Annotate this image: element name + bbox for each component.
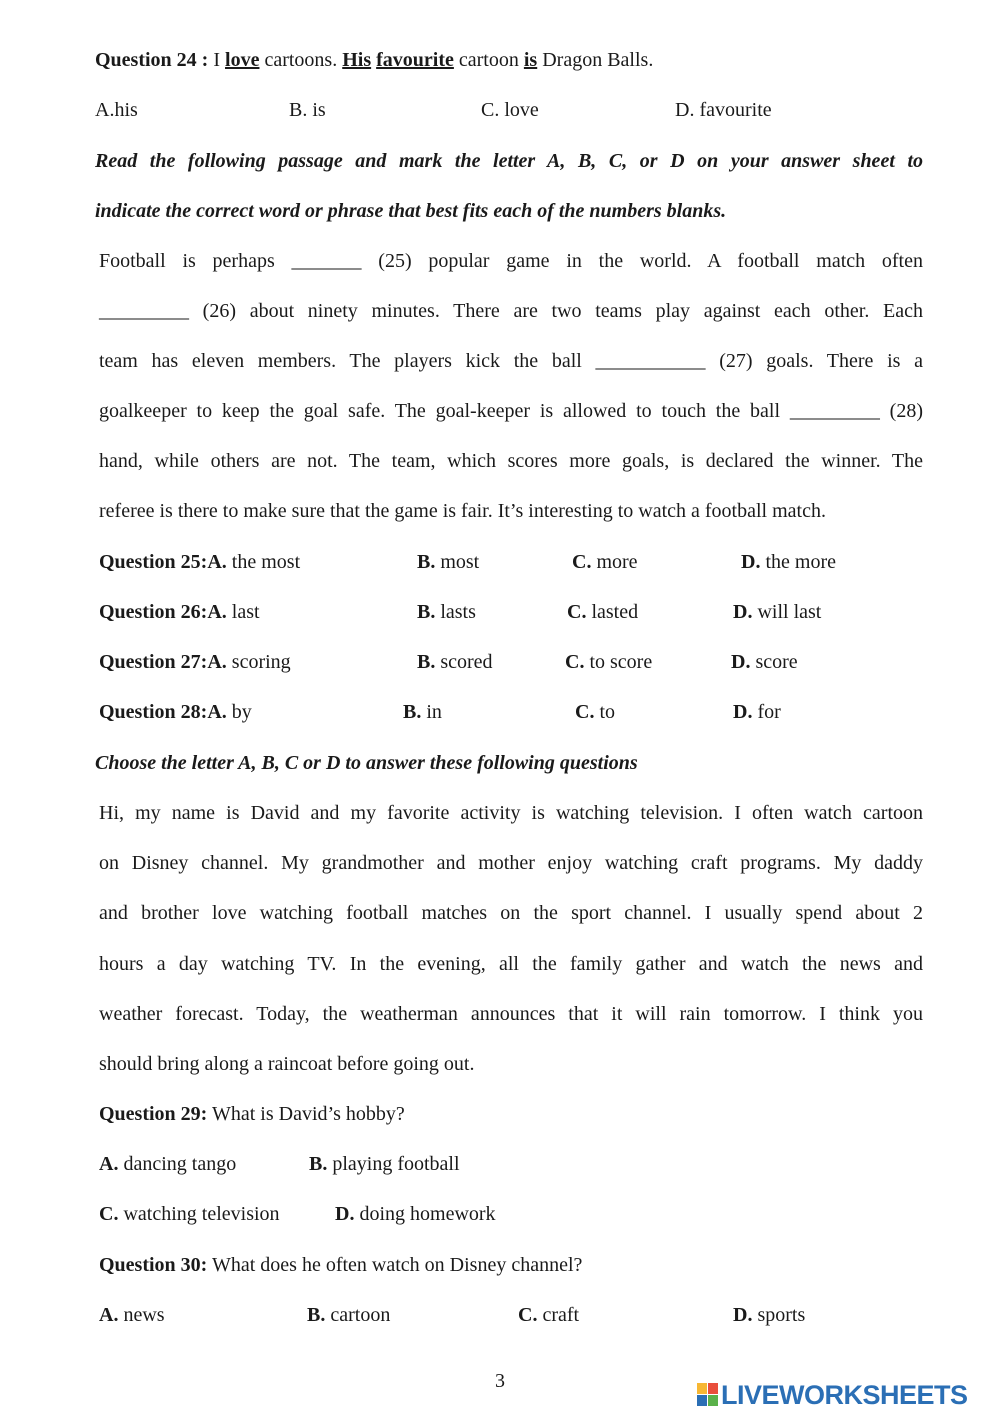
david-passage-line: and brother love watching football matches on the sport channel. I usually spend about 2 — [99, 902, 923, 924]
liveworksheets-logo — [697, 1381, 968, 1409]
reading-instruction-line-2: indicate the correct word or phrase that best fits each of the numbers blanks. — [95, 200, 727, 222]
q27-option-d[interactable]: D. score — [731, 651, 798, 673]
q30-option-a[interactable]: A. news — [99, 1304, 165, 1326]
q26-option-c[interactable]: C. lasted — [567, 601, 639, 623]
q24-underlined-love: love — [225, 49, 260, 71]
question-28 — [99, 702, 252, 722]
david-passage-line: Hi, my name is David and my favorite activity is watching television. I often watch cartoon — [99, 802, 923, 824]
question-30-label: Question 30: — [99, 1254, 208, 1276]
q26-option-d[interactable]: D. will last — [733, 601, 822, 623]
question-30-text: What does he often watch on Disney channel? — [211, 1254, 583, 1276]
football-passage-line: _________ (26) about ninety minutes. There are two teams play against each other. Each — [99, 300, 923, 322]
q30-option-d[interactable]: D. sports — [733, 1304, 806, 1326]
david-passage-line: on Disney channel. My grandmother and mother enjoy watching craft programs. My daddy — [99, 852, 923, 874]
question-25 — [99, 552, 300, 572]
question-28-label: Question 28: — [99, 701, 208, 723]
question-26 — [99, 602, 260, 622]
david-passage-line: should bring along a raincoat before going out. — [99, 1053, 475, 1075]
q26-option-b[interactable]: B. lasts — [417, 601, 476, 623]
question-29 — [99, 1104, 405, 1124]
q28-option-b[interactable]: B. in — [403, 701, 442, 723]
question-29-label: Question 29: — [99, 1103, 208, 1125]
question-29-text: What is David’s hobby? — [211, 1103, 405, 1125]
reading-instruction-line-1: Read the following passage and mark the letter A, B, C, or D on your answer sheet to — [95, 150, 923, 172]
q24-text-3: cartoon — [458, 49, 519, 71]
q27-option-c[interactable]: C. to score — [565, 651, 653, 673]
page-number: 3 — [495, 1370, 505, 1392]
q27-option-a[interactable]: A. scoring — [207, 651, 291, 673]
q29-option-d[interactable]: D. doing homework — [335, 1203, 496, 1225]
liveworksheets-logo-text: LIVEWORKSHEETS — [721, 1379, 968, 1410]
question-27 — [99, 652, 291, 672]
q24-underlined-is: is — [523, 49, 538, 71]
q24-option-b[interactable]: B. is — [289, 99, 326, 121]
question-24-label: Question 24 : — [95, 49, 209, 71]
q24-text-2: cartoons. — [264, 49, 338, 71]
question-26-label: Question 26: — [99, 601, 208, 623]
question-25-label: Question 25: — [99, 551, 208, 573]
q24-option-a[interactable]: A.his — [95, 99, 138, 121]
q28-option-a[interactable]: A. by — [207, 701, 252, 723]
q28-option-c[interactable]: C. to — [575, 701, 616, 723]
david-passage-line: hours a day watching TV. In the evening, all the family gather and watch the news and — [99, 953, 923, 975]
q24-option-c[interactable]: C. love — [481, 99, 539, 121]
q25-option-c[interactable]: C. more — [572, 551, 638, 573]
question-30 — [99, 1255, 582, 1275]
football-passage-line: Football is perhaps _______ (25) popular game in the world. A football match often — [99, 250, 923, 272]
football-passage-line: referee is there to make sure that the game is fair. It’s interesting to watch a football match. — [99, 500, 826, 522]
liveworksheets-logo-icon — [697, 1383, 719, 1407]
q24-text-4: Dragon Balls. — [542, 49, 654, 71]
q30-option-c[interactable]: C. craft — [518, 1304, 580, 1326]
q26-option-a[interactable]: A. last — [207, 601, 260, 623]
q28-option-d[interactable]: D. for — [733, 701, 781, 723]
q24-underlined-favourite: favourite — [376, 49, 454, 71]
q25-option-b[interactable]: B. most — [417, 551, 480, 573]
q29-option-b[interactable]: B. playing football — [309, 1153, 460, 1175]
q24-underlined-his: His — [342, 49, 372, 71]
q25-option-a[interactable]: A. the most — [207, 551, 301, 573]
david-passage-line: weather forecast. Today, the weatherman announces that it will rain tomorrow. I think you — [99, 1003, 923, 1025]
football-passage-line: hand, while others are not. The team, which scores more goals, is declared the winner. The — [99, 450, 923, 472]
q30-option-b[interactable]: B. cartoon — [307, 1304, 391, 1326]
question-27-label: Question 27: — [99, 651, 208, 673]
q29-option-c[interactable]: C. watching television — [99, 1203, 280, 1225]
football-passage-line: team has eleven members. The players kick the ball ___________ (27) goals. There is a — [99, 350, 923, 372]
q24-text-1: I — [213, 49, 221, 71]
reading-instruction-2: Choose the letter A, B, C or D to answer these following questions — [95, 752, 638, 774]
q24-option-d[interactable]: D. favourite — [675, 99, 772, 121]
q27-option-b[interactable]: B. scored — [417, 651, 493, 673]
q25-option-d[interactable]: D. the more — [741, 551, 836, 573]
question-24 — [95, 50, 923, 70]
q29-option-a[interactable]: A. dancing tango — [99, 1153, 237, 1175]
football-passage-line: goalkeeper to keep the goal safe. The goal-keeper is allowed to touch the ball _________ (28) — [99, 400, 923, 422]
